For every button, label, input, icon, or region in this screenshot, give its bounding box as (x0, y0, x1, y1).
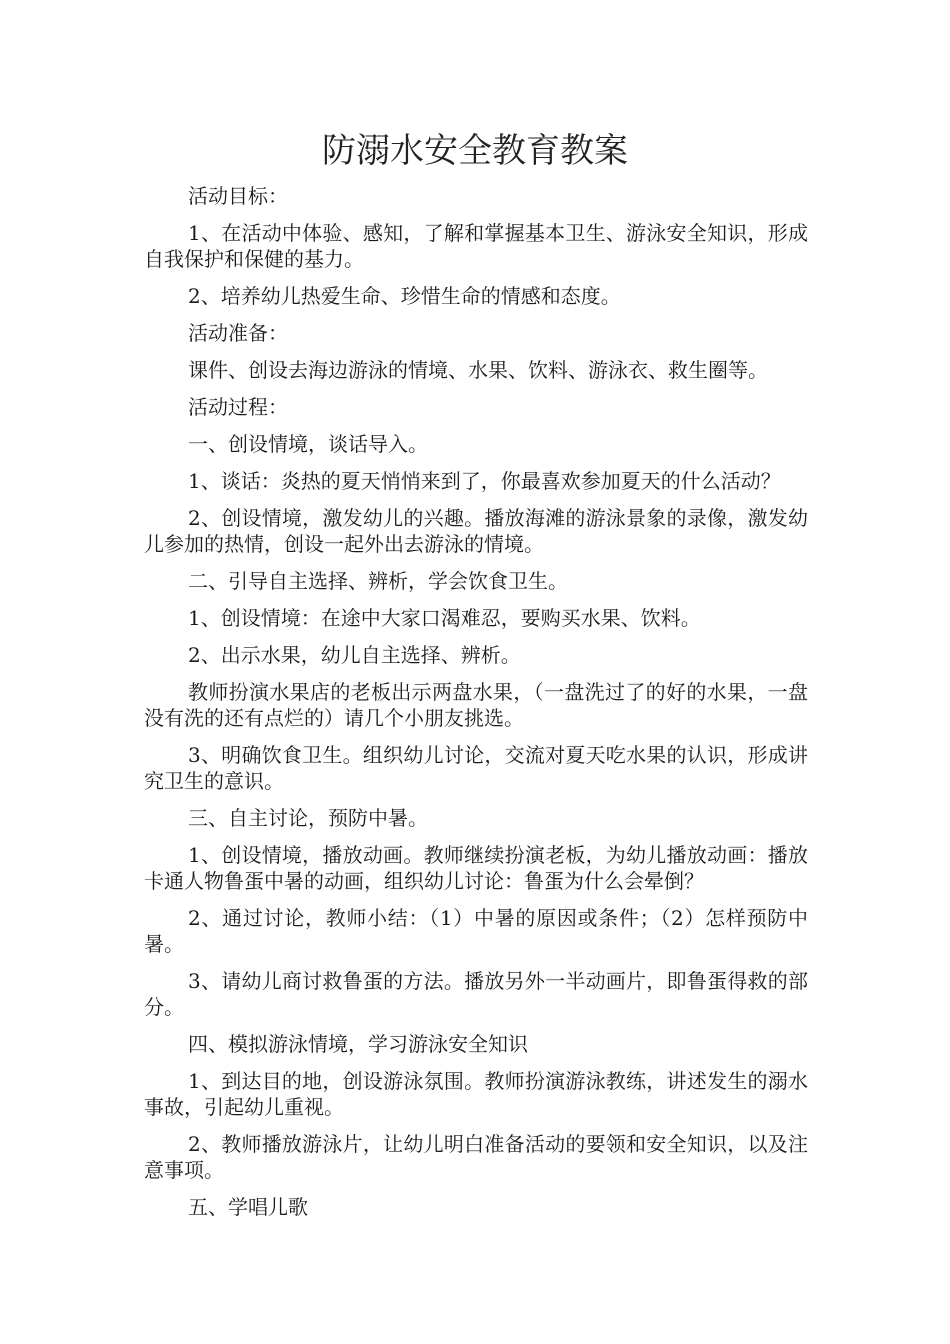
paragraph: 2、创设情境，激发幼儿的兴趣。播放海滩的游泳景象的录像，激发幼儿参加的热情，创设一起外出去游泳的情境。 (144, 506, 808, 556)
document-body (144, 183, 808, 1231)
paragraph: 五、学唱儿歌 (188, 1195, 308, 1219)
paragraph: 课件、创设去海边游泳的情境、水果、饮料、游泳衣、救生圈等。 (188, 358, 768, 382)
paragraph: 2、通过讨论，教师小结：（1）中暑的原因或条件；（2）怎样预防中暑。 (144, 906, 808, 956)
paragraph: 1、谈话：炎热的夏天悄悄来到了，你最喜欢参加夏天的什么活动？ (188, 469, 781, 493)
paragraph: 3、请幼儿商讨救鲁蛋的方法。播放另外一半动画片，即鲁蛋得救的部分。 (144, 969, 808, 1019)
paragraph: 教师扮演水果店的老板出示两盘水果，（一盘洗过了的好的水果，一盘没有洗的还有点烂的）请几个小朋友挑选。 (144, 680, 808, 730)
paragraph: 活动目标： (188, 184, 288, 208)
paragraph: 3、明确饮食卫生。组织幼儿讨论，交流对夏天吃水果的认识，形成讲究卫生的意识。 (144, 743, 808, 793)
paragraph: 1、在活动中体验、感知，了解和掌握基本卫生、游泳安全知识，形成自我保护和保健的基力。 (144, 221, 808, 271)
paragraph: 一、创设情境，谈话导入。 (188, 432, 428, 456)
paragraph: 四、模拟游泳情境，学习游泳安全知识 (188, 1032, 528, 1056)
paragraph: 1、创设情境，播放动画。教师继续扮演老板，为幼儿播放动画：播放卡通人物鲁蛋中暑的动画，组织幼儿讨论：鲁蛋为什么会晕倒？ (144, 843, 808, 893)
paragraph: 三、自主讨论，预防中暑。 (188, 806, 428, 830)
paragraph: 2、出示水果，幼儿自主选择、辨析。 (188, 643, 521, 667)
paragraph: 2、培养幼儿热爱生命、珍惜生命的情感和态度。 (188, 284, 621, 308)
paragraph: 二、引导自主选择、辨析，学会饮食卫生。 (188, 569, 568, 593)
paragraph: 2、教师播放游泳片，让幼儿明白准备活动的要领和安全知识，以及注意事项。 (144, 1132, 808, 1182)
paragraph: 1、创设情境：在途中大家口渴难忍，要购买水果、饮料。 (188, 606, 701, 630)
document-title: 防溺水安全教育教案 (322, 131, 628, 171)
paragraph: 1、到达目的地，创设游泳氛围。教师扮演游泳教练，讲述发生的溺水事故，引起幼儿重视。 (144, 1069, 808, 1119)
paragraph: 活动过程： (188, 395, 288, 419)
paragraph: 活动准备： (188, 321, 288, 345)
